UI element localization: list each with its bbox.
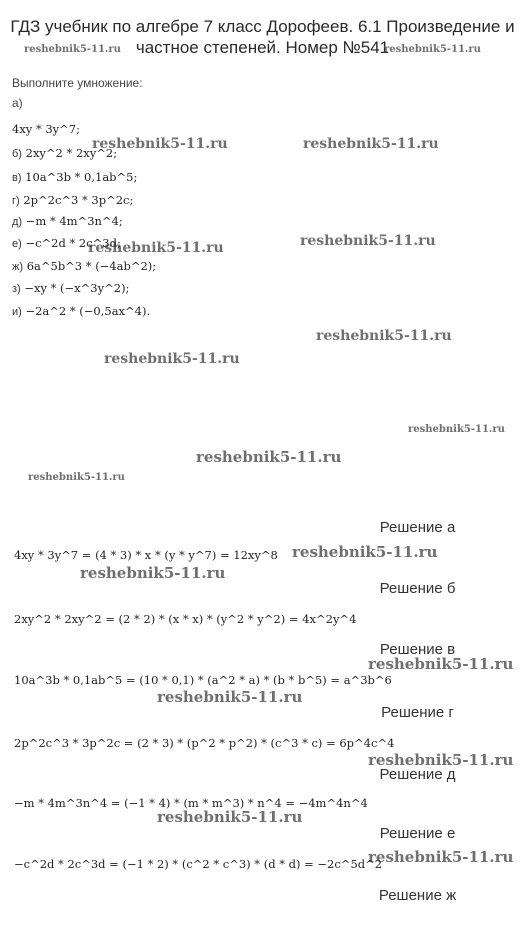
task-a-label: а) [12, 96, 23, 110]
watermark: reshebnik5-11.ru [408, 424, 505, 435]
task-h [12, 281, 129, 295]
watermark: reshebnik5-11.ru [104, 351, 240, 367]
watermark: reshebnik5-11.ru [80, 564, 226, 582]
task-expr: 6a^5b^3 * (−4ab^2); [26, 259, 157, 273]
watermark: reshebnik5-11.ru [384, 44, 481, 55]
task-expr: −m * 4m^3n^4; [25, 214, 123, 228]
task-label: д) [12, 216, 23, 228]
watermark: reshebnik5-11.ru [196, 448, 342, 466]
solution-b-equation: 2xy^2 * 2xy^2 = (2 * 2) * (x * x) * (y^2 * y^2) = 4x^2y^4 [14, 612, 357, 626]
task-label: з) [12, 283, 21, 295]
watermark: reshebnik5-11.ru [303, 136, 439, 152]
task-label: в) [12, 172, 22, 184]
solution-c-equation: 10a^3b * 0,1ab^5 = (10 * 0,1) * (a^2 * a) * (b * b^5) = a^3b^6 [14, 673, 392, 687]
task-label: е) [12, 238, 22, 250]
watermark: reshebnik5-11.ru [368, 848, 514, 866]
solution-f-label: Решение е [379, 825, 456, 842]
watermark: reshebnik5-11.ru [368, 655, 514, 673]
watermark: reshebnik5-11.ru [24, 44, 121, 55]
task-label: ж) [12, 261, 24, 273]
watermark: reshebnik5-11.ru [292, 543, 438, 561]
task-label: г) [12, 195, 20, 207]
watermark: reshebnik5-11.ru [300, 233, 436, 249]
intro-text: Выполните умножение: [12, 76, 143, 90]
solution-a-label: Решение а [379, 519, 456, 536]
task-a [12, 122, 80, 136]
solution-d-equation: 2p^2c^3 * 3p^2c = (2 * 3) * (p^2 * p^2) * (c^3 * c) = 6p^4c^4 [14, 736, 395, 750]
watermark: reshebnik5-11.ru [368, 751, 514, 769]
task-i [12, 304, 150, 318]
task-c [12, 170, 137, 184]
watermark: reshebnik5-11.ru [28, 472, 125, 483]
solution-f-equation: −c^2d * 2c^3d = (−1 * 2) * (c^2 * c^3) * (d * d) = −2c^5d^2 [14, 857, 383, 871]
task-f [12, 236, 121, 250]
task-b [12, 146, 117, 160]
task-g [12, 259, 156, 273]
task-expr: −2a^2 * (−0,5ax^4). [25, 304, 151, 318]
task-label: б) [12, 148, 22, 160]
watermark: reshebnik5-11.ru [157, 808, 303, 826]
solution-g-label: Решение ж [378, 887, 457, 904]
watermark: reshebnik5-11.ru [316, 328, 452, 344]
page-title: ГДЗ учебник по алгебре 7 класс Дорофеев. 6.1 Произведение и частное степеней. Номер №541 [10, 17, 515, 57]
task-expr: 2p^2c^3 * 3p^2c; [23, 193, 134, 207]
task-label: и) [12, 306, 22, 318]
solution-d-label: Решение г [381, 704, 454, 721]
task-expr: −xy * (−x^3y^2); [24, 281, 130, 295]
watermark: reshebnik5-11.ru [92, 136, 228, 152]
task-e [12, 214, 123, 228]
solution-e-label: Решение д [379, 766, 456, 783]
solution-b-label: Решение б [379, 580, 456, 597]
task-d [12, 193, 133, 207]
task-expr: 4xy * 3y^7; [12, 122, 81, 136]
solution-e-equation: −m * 4m^3n^4 = (−1 * 4) * (m * m^3) * n^4 = −4m^4n^4 [14, 796, 368, 810]
task-expr: 10a^3b * 0,1ab^5; [25, 170, 138, 184]
watermark: reshebnik5-11.ru [88, 240, 224, 256]
solution-a-equation: 4xy * 3y^7 = (4 * 3) * x * (y * y^7) = 12xy^8 [14, 548, 278, 562]
task-expr: −c^2d * 2c^3d; [25, 236, 121, 250]
task-expr: 2xy^2 * 2xy^2; [25, 146, 118, 160]
solution-c-label: Решение в [379, 641, 456, 658]
watermark: reshebnik5-11.ru [157, 688, 303, 706]
